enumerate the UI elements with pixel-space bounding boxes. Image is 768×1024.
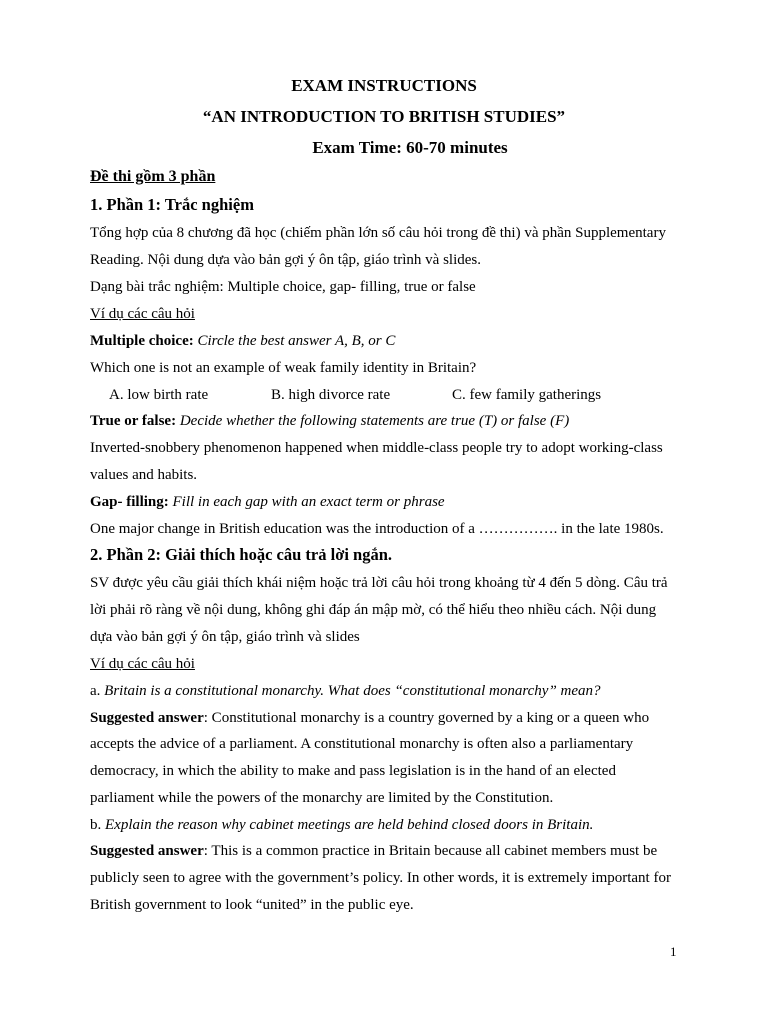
mc-question: Which one is not an example of weak family identity in Britain? bbox=[90, 360, 477, 376]
tf-statement-line-1: Inverted-snobbery phenomenon happened when middle-class people try to adopt working-class bbox=[90, 440, 663, 456]
part2-desc-line-3: dựa vào bản gợi ý ôn tập, giáo trình và slides bbox=[90, 629, 360, 645]
answer-b-text-1: : This is a common practice in Britain because all cabinet members must be bbox=[203, 843, 658, 859]
tf-label: True or false: bbox=[90, 413, 177, 429]
part1-heading: 1. Phần 1: Trắc nghiệm bbox=[90, 195, 254, 214]
part2-heading: 2. Phần 2: Giải thích hoặc câu trả lời ngắn. bbox=[90, 545, 393, 564]
mc-instruction: Circle the best answer A, B, or C bbox=[193, 333, 396, 349]
answer-a-label: Suggested answer bbox=[90, 710, 204, 726]
question-a-text: Britain is a constitutional monarchy. What does “constitutional monarchy” mean? bbox=[104, 683, 601, 699]
answer-a-line-1 bbox=[90, 708, 649, 728]
question-b-prefix: b. bbox=[90, 817, 105, 833]
answer-a-text-1: : Constitutional monarchy is a country governed by a king or a queen who bbox=[203, 710, 650, 726]
answer-a-line-2: accepts the advice of a parliament. A constitutional monarchy is often also a parliamentary bbox=[90, 736, 634, 752]
answer-b-line-1 bbox=[90, 841, 657, 861]
part2-desc-line-2: lời phải rõ ràng về nội dung, không ghi đáp án mập mờ, có thể hiểu theo nhiều cách. Nội dung bbox=[90, 602, 657, 618]
answer-a-line-4: parliament while the powers of the monarchy are limited by the Constitution. bbox=[90, 790, 554, 806]
part2-desc-line-1: SV được yêu cầu giải thích khái niệm hoặc trả lời câu hỏi trong khoảng từ 4 đến 5 dòng. Câu trả bbox=[90, 575, 668, 591]
mc-option-c: C. few family gatherings bbox=[452, 387, 602, 403]
question-a bbox=[90, 681, 601, 701]
answer-b-line-2: publicly seen to agree with the government’s policy. In other words, it is extremely important for bbox=[90, 870, 671, 886]
gap-label: Gap- filling: bbox=[90, 494, 169, 510]
question-b-text: Explain the reason why cabinet meetings are held behind closed doors in Britain. bbox=[105, 817, 594, 833]
question-b bbox=[90, 815, 593, 835]
structure-heading: Đề thi gồm 3 phần bbox=[90, 168, 216, 185]
course-title: “AN INTRODUCTION TO BRITISH STUDIES” bbox=[202, 107, 566, 126]
part1-desc-line-1: Tổng hợp của 8 chương đã học (chiếm phần lớn số câu hỏi trong đề thi) và phần Supplementary bbox=[90, 225, 666, 241]
part1-desc-line-2: Reading. Nội dung dựa vào bản gợi ý ôn tập, giáo trình và slides. bbox=[90, 252, 481, 268]
tf-statement-line-2: values and habits. bbox=[90, 467, 198, 483]
part1-types-line: Dạng bài trắc nghiệm: Multiple choice, gap- filling, true or false bbox=[90, 279, 476, 295]
tf-instruction-line bbox=[90, 411, 569, 431]
question-a-prefix: a. bbox=[90, 683, 105, 699]
answer-a-line-3: democracy, in which the ability to make and pass legislation is in the hand of an elected bbox=[90, 763, 616, 779]
part1-examples-label: Ví dụ các câu hỏi bbox=[90, 306, 195, 322]
gap-instruction: Fill in each gap with an exact term or phrase bbox=[168, 494, 445, 510]
gap-instruction-line bbox=[90, 492, 445, 512]
tf-instruction: Decide whether the following statements are true (T) or false (F) bbox=[176, 413, 570, 429]
exam-time: Exam Time: 60-70 minutes bbox=[312, 138, 508, 157]
mc-option-a: A. low birth rate bbox=[109, 387, 209, 403]
mc-instruction-line bbox=[90, 331, 395, 351]
part2-examples-label: Ví dụ các câu hỏi bbox=[90, 656, 195, 672]
mc-option-b: B. high divorce rate bbox=[271, 387, 391, 403]
answer-b-label: Suggested answer bbox=[90, 843, 204, 859]
answer-b-line-3: British government to look “united” in the public eye. bbox=[90, 897, 414, 913]
mc-label: Multiple choice: bbox=[90, 333, 194, 349]
page-number: 1 bbox=[670, 944, 677, 959]
gap-sentence: One major change in British education was the introduction of a ……………. in the late 1980s. bbox=[90, 521, 664, 537]
exam-title: EXAM INSTRUCTIONS bbox=[291, 76, 477, 95]
